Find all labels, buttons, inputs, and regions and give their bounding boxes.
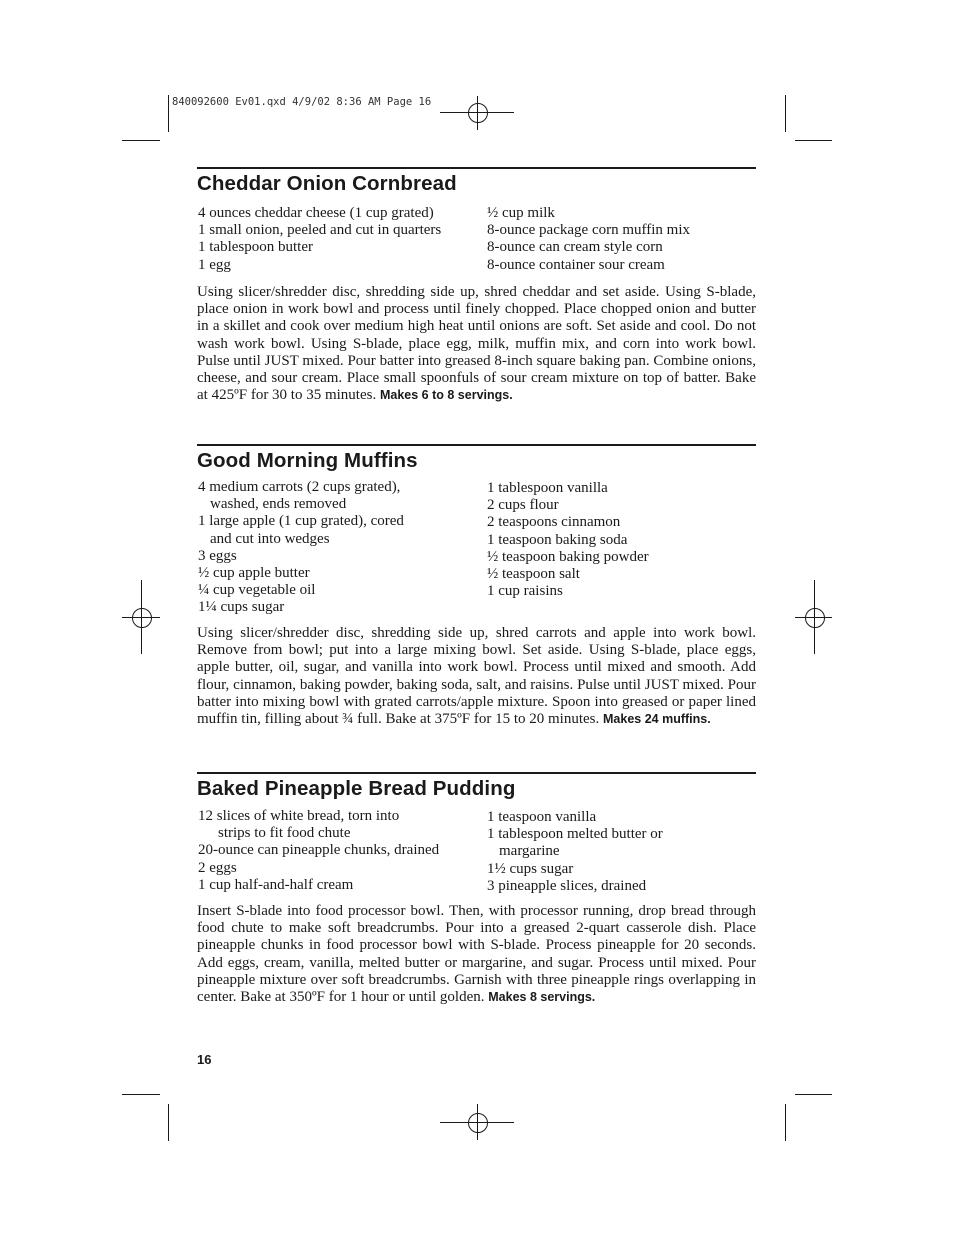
ingredient-item: 1 small onion, peeled and cut in quarters [198, 222, 442, 239]
recipe-yield: Makes 24 muffins. [603, 712, 711, 727]
recipe-method [197, 903, 756, 1006]
ingredient-item: 4 ounces cheddar cheese (1 cup grated) [198, 205, 434, 221]
ingredient-item: margarine [499, 843, 560, 860]
ingredient-item: 12 slices of white bread, torn into [198, 808, 400, 824]
method-text: Using slicer/shredder disc, shredding side up, shred cheddar and set aside. Using S-blade, place onion in work bowl and process until finely chopped. Place chopped onion and butter in a skillet and cook over medium high heat until onions are soft. Set aside and cool. Do not wash work bowl. Using S-blade, place egg, milk, muffin mix, and corn into work bowl. Pulse until JUST mixed. Pour batter into greased 8-inch square baking pan. Combine onions, cheese, and sour cream. Place small spoonfuls of sour cream mixture on top of batter. Bake at 425ºF for 30 to 35 minutes. [197, 284, 756, 404]
ingredient-item: 8-ounce package corn muffin mix [487, 222, 690, 239]
ingredient-item: 1 egg [198, 256, 231, 273]
ingredient-item: 8-ounce can cream style corn [487, 239, 663, 256]
recipe-method [197, 284, 756, 404]
ingredient-item: ½ cup milk [487, 205, 555, 221]
ingredient-item: ½ cup apple butter [198, 565, 310, 582]
ingredient-column-right [487, 480, 756, 600]
crop-mark [168, 95, 169, 132]
recipe-method [197, 625, 756, 728]
crop-mark [795, 1094, 832, 1095]
crop-mark [122, 140, 160, 141]
print-slug: 840092600 Ev01.qxd 4/9/02 8:36 AM Page 16 [172, 96, 432, 108]
registration-mark [468, 1113, 488, 1133]
ingredient-item: 3 pineapple slices, drained [487, 877, 647, 894]
recipe-yield: Makes 6 to 8 servings. [379, 388, 513, 403]
ingredient-item: 1¼ cups sugar [198, 599, 285, 616]
ingredient-column-left [198, 205, 483, 274]
ingredient-item: 8-ounce container sour cream [487, 256, 665, 273]
ingredient-item: 1 tablespoon vanilla [487, 480, 608, 496]
ingredient-item: 4 medium carrots (2 cups grated), [198, 479, 401, 495]
recipe-title: Good Morning Muffins [197, 449, 418, 472]
ingredient-item: 1 tablespoon melted butter or [487, 826, 663, 843]
crop-mark [785, 1104, 786, 1141]
page-number: 16 [197, 1052, 212, 1067]
ingredient-item: 1 teaspoon baking soda [487, 531, 628, 548]
ingredient-item: 3 eggs [198, 547, 237, 564]
ingredient-item: ¼ cup vegetable oil [198, 582, 316, 599]
recipe-title: Cheddar Onion Cornbread [197, 172, 457, 195]
recipe-yield: Makes 8 servings. [488, 990, 596, 1005]
registration-mark [468, 103, 488, 123]
ingredient-item: 1 tablespoon butter [198, 239, 313, 256]
ingredient-item: and cut into wedges [210, 530, 330, 547]
ingredient-item: 1½ cups sugar [487, 860, 574, 877]
crop-mark [795, 140, 832, 141]
ingredient-item: 1 cup half-and-half cream [198, 876, 354, 893]
ingredient-item: washed, ends removed [210, 496, 347, 513]
ingredient-item: 2 cups flour [487, 497, 559, 514]
recipe-title: Baked Pineapple Bread Pudding [197, 777, 516, 800]
recipe-good-morning-muffins [197, 444, 756, 728]
crop-mark [122, 1094, 160, 1095]
registration-mark [132, 608, 152, 628]
ingredient-column-right [487, 205, 756, 274]
ingredient-list [197, 205, 756, 277]
recipe-baked-pineapple-bread-pudding [197, 772, 756, 1006]
recipe-cheddar-onion-cornbread [197, 167, 756, 404]
ingredient-item: 2 eggs [198, 859, 237, 876]
method-text: Using slicer/shredder disc, shredding side up, shred carrots and apple into work bowl. Remove from bowl; put into a large mixing bowl. Set aside. Using S-blade, place eggs, apple butter, oil, sugar, and vanilla into work bowl. Process until mixed and smooth. Add flour, cinnamon, baking powder, baking soda, salt, and raisins. Pulse until JUST mixed. Pour batter into mixing bowl with grated carrots/apple mixture. Spoon into greased or paper lined muffin tin, filling about ¾ full. Bake at 375ºF for 15 to 20 minutes. [197, 625, 756, 728]
ingredient-item: 2 teaspoons cinnamon [487, 514, 621, 531]
registration-mark [805, 608, 825, 628]
ingredient-item: 1 teaspoon vanilla [487, 809, 597, 825]
ingredient-column-left [198, 808, 483, 894]
ingredient-item: 1 large apple (1 cup grated), cored [198, 513, 404, 530]
ingredient-item: ½ teaspoon salt [487, 566, 580, 583]
method-text: Insert S-blade into food processor bowl. Then, with processor running, drop bread through food chute to make soft breadcrumbs. Pour into a greased 2-quart casserole dish. Place pineapple chunks in food processor bowl with S-blade. Process pineapple for 20 seconds. Add eggs, cream, vanilla, melted butter or margarine, and sugar. Process until mixed. Pour pineapple mixture over soft breadcrumbs. Garnish with three pineapple rings overlapping in center. Bake at 350ºF for 1 hour or until golden. [197, 903, 756, 1006]
crop-mark [168, 1104, 169, 1141]
ingredient-item: 20-ounce can pineapple chunks, drained [198, 842, 440, 859]
ingredient-item: strips to fit food chute [218, 825, 351, 842]
ingredient-column-right [487, 809, 756, 895]
ingredient-item: ½ teaspoon baking powder [487, 548, 649, 565]
ingredient-item: 1 cup raisins [487, 583, 563, 600]
ingredient-list [197, 479, 756, 619]
ingredient-column-left [198, 479, 483, 617]
ingredient-list [197, 808, 756, 896]
crop-mark [785, 95, 786, 132]
